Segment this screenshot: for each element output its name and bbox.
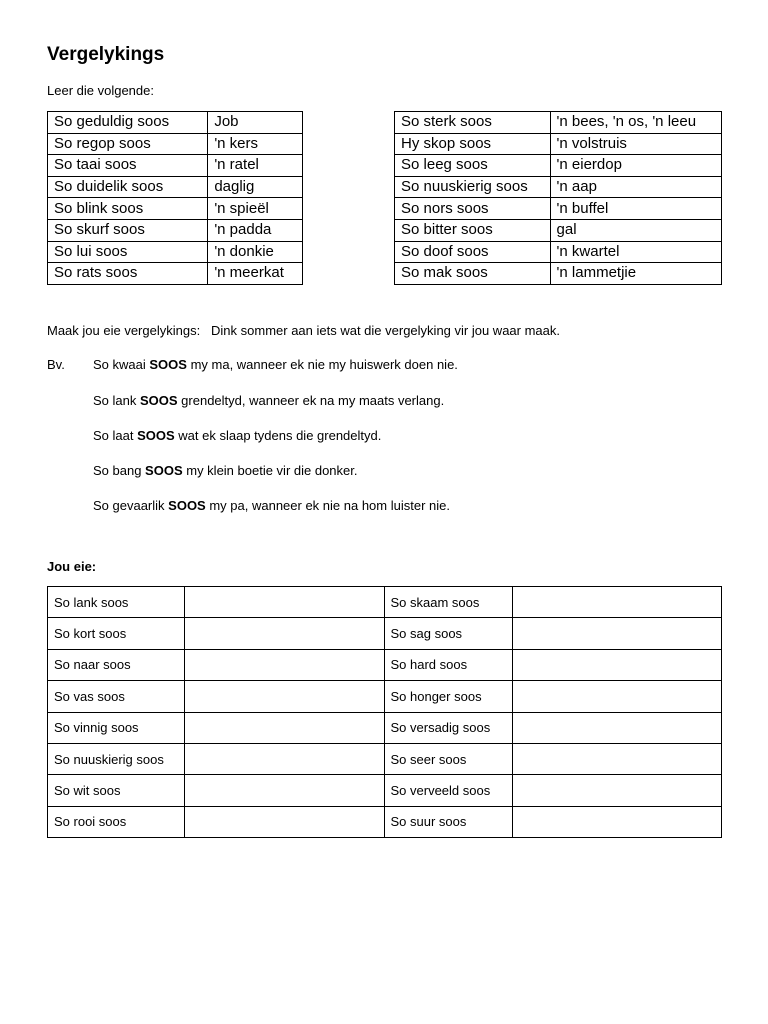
phrase-cell: So geduldig soos [48,112,208,134]
example-end: my ma, wanneer ek nie my huiswerk doen nie. [186,357,458,372]
table-row [48,241,303,263]
table-row [395,219,722,241]
example-end: grendeltyd, wanneer ek na my maats verlang. [177,393,445,408]
comparison-cell: 'n meerkat [208,263,303,285]
prompt-cell: So vinnig soos [48,712,185,743]
keyword-soos: SOOS [168,498,206,513]
prompt-cell: So honger soos [384,681,513,712]
answer-cell[interactable] [513,712,722,743]
comparison-cell: 'n padda [208,219,303,241]
keyword-soos: SOOS [149,357,187,372]
example-line [93,393,444,408]
example-start: So kwaai [93,357,150,372]
intro-text: Leer die volgende: [47,83,154,98]
prompt-cell: So lank soos [48,587,185,618]
answer-cell[interactable] [184,775,384,806]
own-section-heading: Jou eie: [47,559,97,574]
comparison-cell: 'n bees, 'n os, 'n leeu [550,112,721,134]
prompt-cell: So hard soos [384,649,513,680]
answer-cell[interactable] [513,681,722,712]
table-row [48,133,303,155]
prompt-cell: So wit soos [48,775,185,806]
table-row [48,112,303,134]
answer-cell[interactable] [184,681,384,712]
table-row [395,176,722,198]
learn-table-right [394,111,722,285]
prompt-cell: So naar soos [48,649,185,680]
phrase-cell: So nors soos [395,198,551,220]
example-start: So bang [93,463,146,478]
table-row [48,155,303,177]
instruction-text: Maak jou eie vergelykings: Dink sommer aan iets wat die vergelyking vir jou waar maak. [47,323,560,338]
phrase-cell: So leeg soos [395,155,551,177]
example-end: my pa, wanneer ek nie na hom luister nie. [205,498,450,513]
prompt-cell: So versadig soos [384,712,513,743]
answer-cell[interactable] [184,587,384,618]
prompt-cell: So kort soos [48,618,185,649]
phrase-cell: So rats soos [48,263,208,285]
answer-cell[interactable] [513,775,722,806]
table-row [395,133,722,155]
table-row [48,198,303,220]
prompt-cell: So nuuskierig soos [48,743,185,774]
prompt-cell: So skaam soos [384,587,513,618]
answer-cell[interactable] [513,806,722,837]
phrase-cell: So nuuskierig soos [395,176,551,198]
learn-table-left [47,111,303,285]
example-start: So lank [93,393,140,408]
answer-cell[interactable] [184,649,384,680]
table-row [48,712,722,743]
phrase-cell: So taai soos [48,155,208,177]
comparison-cell: 'n eierdop [550,155,721,177]
example-line [93,498,450,513]
comparison-cell: 'n kers [208,133,303,155]
table-row [48,743,722,774]
table-row [395,112,722,134]
comparison-cell: 'n aap [550,176,721,198]
table-row [48,263,303,285]
keyword-soos: SOOS [139,393,178,408]
table-row [48,219,303,241]
table-row [48,618,722,649]
table-row [395,198,722,220]
own-comparisons-table [47,586,722,838]
phrase-cell: So mak soos [395,263,551,285]
table-row [48,806,722,837]
table-row [48,176,303,198]
comparison-cell: 'n kwartel [550,241,721,263]
prompt-cell: So seer soos [384,743,513,774]
phrase-cell: So doof soos [395,241,551,263]
answer-cell[interactable] [184,618,384,649]
keyword-soos: SOOS [137,428,175,443]
phrase-cell: So duidelik soos [48,176,208,198]
answer-cell[interactable] [184,743,384,774]
comparison-cell: 'n donkie [208,241,303,263]
table-row [395,155,722,177]
table-row [48,681,722,712]
answer-cell[interactable] [513,649,722,680]
answer-cell[interactable] [513,618,722,649]
comparison-cell: 'n spieël [208,198,303,220]
phrase-cell: So lui soos [48,241,208,263]
table-row [48,775,722,806]
prompt-cell: So sag soos [384,618,513,649]
example-line [93,463,358,478]
comparison-cell: 'n buffel [550,198,721,220]
table-row [395,241,722,263]
keyword-soos: SOOS [145,463,183,478]
comparison-cell: 'n lammetjie [550,263,721,285]
answer-cell[interactable] [513,743,722,774]
prompt-cell: So suur soos [384,806,513,837]
phrase-cell: So blink soos [48,198,208,220]
table-row [48,587,722,618]
phrase-cell: So sterk soos [395,112,551,134]
example-line [93,357,458,372]
phrase-cell: So bitter soos [395,219,551,241]
example-start: So laat [93,428,138,443]
page-title: Vergelykings [47,44,165,65]
example-label: Bv. [47,357,65,372]
prompt-cell: So verveeld soos [384,775,513,806]
answer-cell[interactable] [513,587,722,618]
example-end: wat ek slaap tydens die grendeltyd. [174,428,382,443]
comparison-cell: 'n ratel [208,155,303,177]
comparison-cell: gal [550,219,721,241]
prompt-cell: So rooi soos [48,806,185,837]
comparison-cell: Job [208,112,303,134]
phrase-cell: So skurf soos [48,219,208,241]
table-row [48,649,722,680]
example-line [93,428,381,443]
phrase-cell: Hy skop soos [395,133,551,155]
answer-cell[interactable] [184,806,384,837]
prompt-cell: So vas soos [48,681,185,712]
comparison-cell: daglig [208,176,303,198]
answer-cell[interactable] [184,712,384,743]
comparison-cell: 'n volstruis [550,133,721,155]
table-row [395,263,722,285]
example-start: So gevaarlik [93,498,169,513]
example-end: my klein boetie vir die donker. [182,463,358,478]
phrase-cell: So regop soos [48,133,208,155]
